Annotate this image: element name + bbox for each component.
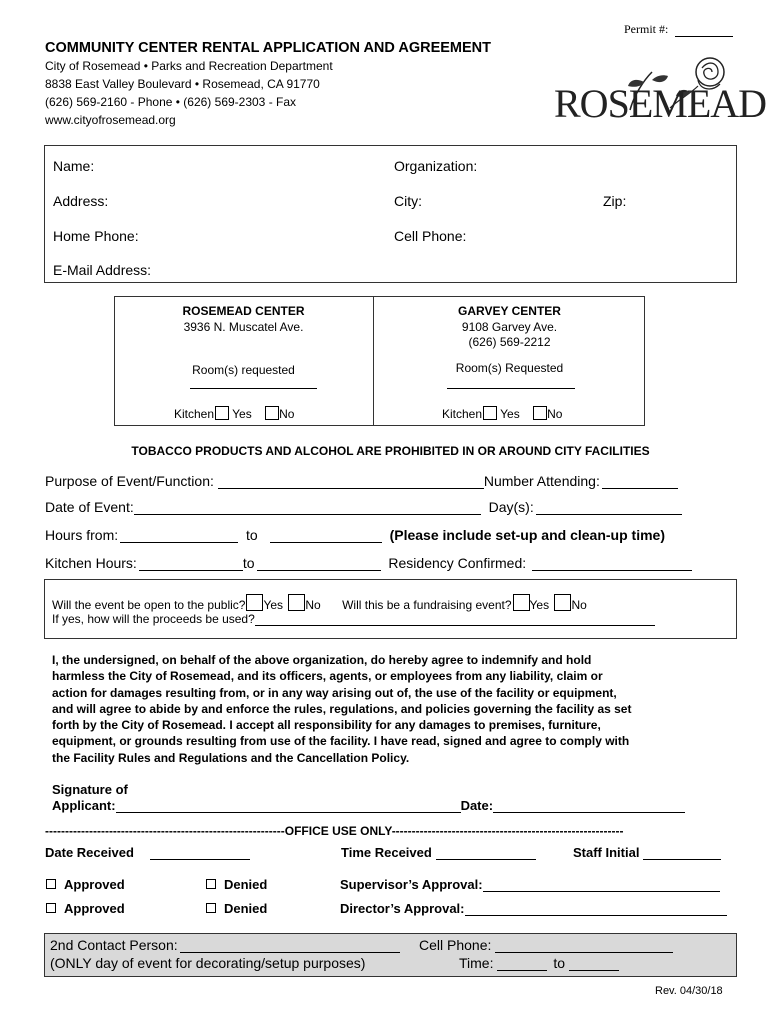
yes-label: Yes [263, 598, 284, 612]
yes-label: Yes [529, 598, 550, 612]
time-received-row [341, 845, 536, 860]
residency-line[interactable] [532, 556, 692, 571]
date-received-row [45, 845, 250, 860]
second-contact-time-label: Time: [459, 955, 494, 971]
residency-label: Residency Confirmed: [388, 555, 527, 571]
denied-label: Denied [224, 901, 268, 916]
zip-label: Zip: [603, 193, 627, 209]
open-to-public-question: Will the event be open to the public? [52, 598, 246, 612]
kitchen-label: Kitchen [174, 407, 215, 421]
signature-label-2: Applicant: [52, 798, 116, 813]
supervisor-approval-line[interactable] [483, 877, 720, 892]
name-field[interactable] [100, 152, 380, 174]
supervisor-approved-option[interactable] [46, 877, 125, 892]
rosemead-center-name: ROSEMEAD CENTER [182, 304, 305, 318]
date-received-line[interactable] [150, 845, 250, 860]
no-label: No [305, 598, 321, 612]
date-line[interactable] [134, 500, 481, 515]
header-line-3: (626) 569-2160 - Phone • (626) 569-2303 - Fax [45, 95, 297, 109]
public-row [52, 594, 587, 612]
agreement-line: I, the undersigned, on behalf of the above organization, do hereby agree to indemnify and hold [52, 653, 592, 667]
hours-to-label: to [246, 527, 258, 543]
director-approval-line[interactable] [465, 901, 727, 916]
header-line-1: City of Rosemead • Parks and Recreation Department [45, 59, 333, 73]
garvey-rooms-line[interactable] [447, 388, 575, 389]
hours-row [45, 527, 665, 543]
denied-checkbox[interactable] [206, 903, 216, 913]
permit-input-line[interactable] [675, 36, 733, 37]
revision-label: Rev. 04/30/18 [655, 985, 723, 997]
yes-label: Yes [500, 407, 520, 421]
approved-checkbox[interactable] [46, 903, 56, 913]
address-field[interactable] [118, 187, 378, 209]
signature-row [52, 798, 685, 813]
header-line-4: www.cityofrosemead.org [45, 113, 176, 127]
agreement-line: and will agree to abide by and enforce the rules, regulations, and policies governing the facility as set [52, 701, 632, 716]
kitchen-hours-row [45, 555, 692, 571]
second-contact-row [50, 937, 400, 953]
agreement-line: equipment, or grounds resulting from use of the facility. I have read, signed and agree to comply with [52, 734, 630, 749]
office-divider-left: ------------------------------------------------------------ [45, 824, 285, 838]
denied-label: Denied [224, 877, 268, 892]
permit-field [624, 22, 733, 37]
date-label: Date of Event: [45, 499, 134, 515]
second-contact-cell-label: Cell Phone: [419, 937, 492, 953]
staff-initial-label: Staff Initial [573, 845, 640, 860]
denied-checkbox[interactable] [206, 879, 216, 889]
second-contact-cell-row [419, 937, 673, 953]
public-no-checkbox[interactable] [288, 594, 305, 611]
approved-label: Approved [64, 901, 125, 916]
purpose-row [45, 473, 678, 489]
office-divider-right: ---------------------------------------------------------- [391, 824, 624, 838]
agreement-line: harmless the City of Rosemead, and its officers, agents, or employees from any liability, claim or [52, 669, 603, 684]
home-phone-label: Home Phone: [53, 228, 139, 244]
cell-phone-label: Cell Phone: [394, 228, 467, 244]
kitchen-hours-from-line[interactable] [139, 556, 243, 571]
header-line-2: 8838 East Valley Boulevard • Rosemead, CA 91770 [45, 77, 320, 91]
attending-label: Number Attending: [483, 473, 600, 489]
second-contact-time-from-line[interactable] [497, 957, 547, 971]
purpose-line[interactable] [218, 474, 484, 489]
signature-label-1: Signature of [52, 782, 128, 797]
supervisor-approval-row [340, 877, 720, 892]
garvey-kitchen-yes-checkbox[interactable] [483, 406, 497, 420]
approved-label: Approved [64, 877, 125, 892]
rosemead-rooms-label: Room(s) requested [192, 363, 295, 377]
office-use-title: OFFICE USE ONLY [284, 824, 392, 838]
agreement-paragraph [52, 652, 631, 766]
fundraising-no-checkbox[interactable] [554, 594, 571, 611]
agreement-line: the Facility Rules and Regulations and the Cancellation Policy. [52, 750, 410, 765]
hours-to-line[interactable] [270, 528, 382, 543]
agreement-line: forth by the City of Rosemead. I accept all responsibility for any damages to premises, furniture, [52, 718, 601, 733]
garvey-rooms-label: Room(s) Requested [455, 361, 564, 375]
date-received-label: Date Received [45, 845, 134, 860]
organization-field[interactable] [490, 152, 730, 174]
purpose-label: Purpose of Event/Function: [45, 473, 214, 489]
rosemead-kitchen-no-checkbox[interactable] [265, 406, 279, 420]
fundraising-question: Will this be a fundraising event? [342, 598, 512, 612]
organization-label: Organization: [394, 158, 478, 174]
agreement-line: action for damages resulting from, or in any way arising out of, the use of the facility or equipment, [52, 685, 617, 700]
signature-date-label: Date: [460, 798, 494, 813]
zip-field[interactable] [632, 187, 730, 209]
second-contact-time-to-label: to [553, 955, 566, 971]
second-contact-cell-line[interactable] [495, 939, 673, 953]
home-phone-field[interactable] [150, 222, 380, 244]
second-contact-time-row [459, 955, 619, 971]
fundraising-yes-checkbox[interactable] [513, 594, 530, 611]
garvey-center-address: 9108 Garvey Ave. [461, 320, 558, 334]
public-yes-checkbox[interactable] [246, 594, 263, 611]
yes-label: Yes [232, 407, 252, 421]
proceeds-line[interactable] [255, 613, 655, 626]
name-label: Name: [53, 158, 95, 174]
kitchen-hours-label: Kitchen Hours: [45, 555, 137, 571]
prohibition-notice: TOBACCO PRODUCTS AND ALCOHOL ARE PROHIBITED IN OR AROUND CITY FACILITIES [131, 444, 650, 458]
second-contact-label: 2nd Contact Person: [50, 937, 178, 953]
city-label: City: [394, 193, 422, 209]
director-approved-option[interactable] [46, 901, 125, 916]
address-label: Address: [53, 193, 109, 209]
rosemead-center-address: 3936 N. Muscatel Ave. [183, 320, 304, 334]
hours-from-line[interactable] [120, 528, 238, 543]
time-received-label: Time Received [341, 845, 432, 860]
no-label: No [547, 407, 563, 421]
director-approval-label: Director’s Approval: [340, 901, 465, 916]
staff-initial-line[interactable] [643, 845, 721, 860]
proceeds-row [52, 612, 655, 626]
cell-phone-field[interactable] [475, 222, 730, 244]
no-label: No [279, 407, 295, 421]
proceeds-question: If yes, how will the proceeds be used? [52, 612, 255, 626]
logo-wordmark: ROSEMEAD [554, 81, 767, 126]
staff-initial-row [573, 845, 721, 860]
page-title: COMMUNITY CENTER RENTAL APPLICATION AND AGREEMENT [45, 40, 492, 56]
second-contact-note: (ONLY day of event for decorating/setup purposes) [50, 955, 366, 971]
director-denied-option[interactable] [206, 901, 267, 916]
second-contact-line[interactable] [180, 939, 400, 953]
supervisor-approval-label: Supervisor’s Approval: [340, 877, 483, 892]
rosemead-kitchen-yes-checkbox[interactable] [215, 406, 229, 420]
permit-label: Permit #: [624, 22, 669, 36]
signature-date-line[interactable] [493, 798, 685, 813]
garvey-kitchen-no-checkbox[interactable] [533, 406, 547, 420]
approved-checkbox[interactable] [46, 879, 56, 889]
second-contact-time-to-line[interactable] [569, 957, 619, 971]
setup-note: (Please include set-up and clean-up time) [389, 527, 665, 543]
office-use-header [45, 824, 623, 838]
garvey-center-phone: (626) 569-2212 [468, 335, 551, 349]
days-line[interactable] [536, 500, 682, 515]
email-field[interactable] [165, 256, 730, 278]
attending-line[interactable] [602, 474, 678, 489]
signature-line[interactable] [116, 798, 461, 813]
garvey-center-name: GARVEY CENTER [458, 304, 561, 318]
garvey-kitchen-row [442, 406, 562, 421]
days-label: Day(s): [488, 499, 534, 515]
kitchen-label: Kitchen [442, 407, 483, 421]
time-received-line[interactable] [436, 845, 536, 860]
date-row [45, 499, 682, 515]
hours-from-label: Hours from: [45, 527, 119, 543]
kitchen-hours-to-label: to [242, 555, 255, 571]
director-approval-row [340, 901, 727, 916]
rosemead-rooms-line[interactable] [190, 388, 317, 389]
kitchen-hours-to-line[interactable] [257, 556, 381, 571]
supervisor-denied-option[interactable] [206, 877, 267, 892]
email-label: E-Mail Address: [53, 262, 152, 278]
city-field[interactable] [430, 187, 590, 209]
rosemead-logo [552, 50, 767, 130]
no-label: No [571, 598, 587, 612]
rosemead-kitchen-row [174, 406, 294, 421]
